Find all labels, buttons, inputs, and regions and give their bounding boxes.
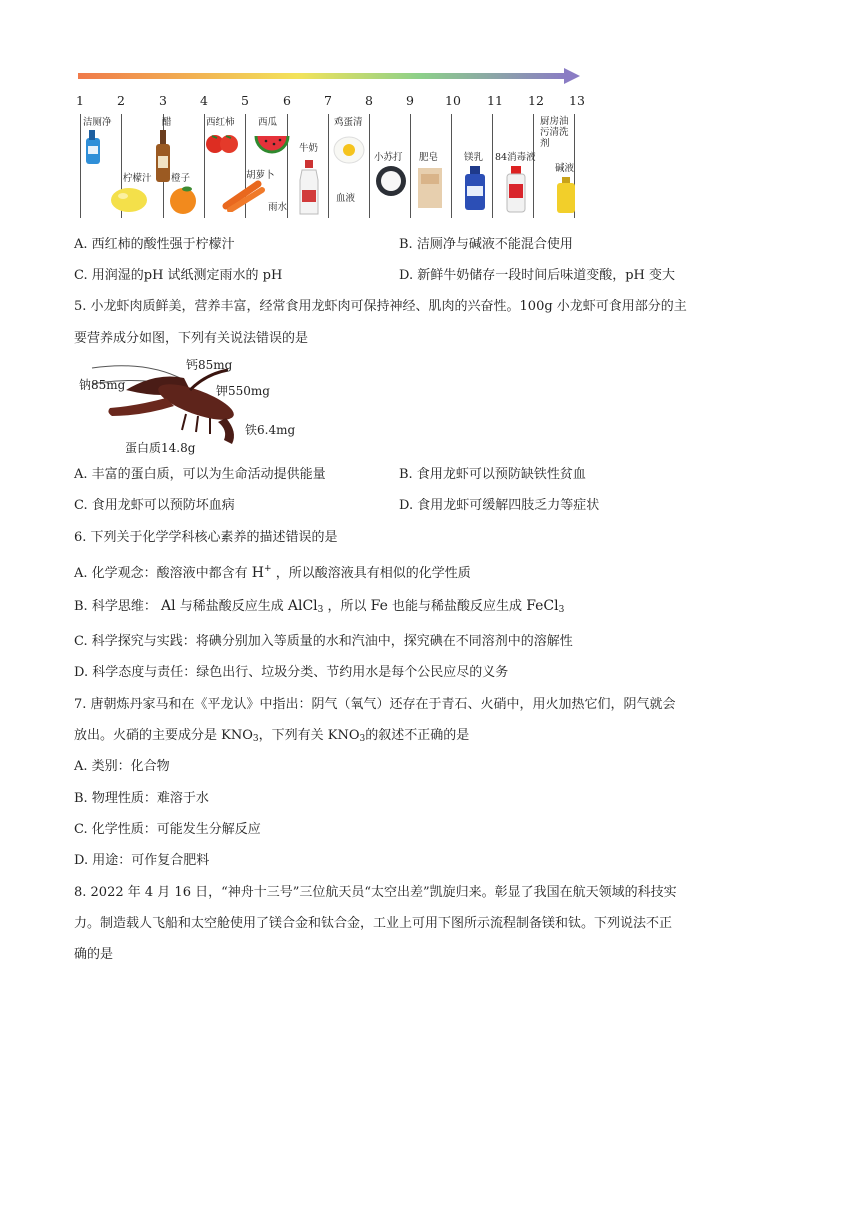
vinegar-bottle-icon <box>154 128 172 184</box>
ph-number-13: 13 <box>569 93 585 108</box>
lye-bottle-icon <box>555 175 577 215</box>
soap-box-icon <box>416 164 444 210</box>
ph-number-7: 7 <box>324 93 332 108</box>
q7-option-b: B. 物理性质：难溶于水 <box>74 791 209 806</box>
q6-b-fecl-symbol: FeCl <box>526 598 559 614</box>
ph-number-6: 6 <box>283 93 291 108</box>
ph-item-lye: 碱液 <box>555 163 575 174</box>
ph-item-milk-of-magnesia: 镁乳 <box>464 152 484 163</box>
ph-item-watermelon: 西瓜 <box>258 117 278 128</box>
ph-item-orange: 橙子 <box>171 173 191 184</box>
ph-item-84-disinfectant: 84消毒液 <box>495 152 536 163</box>
q6-b-text-1: B. 科学思维： <box>74 599 157 614</box>
q7-line2-subscript-1: 3 <box>252 734 259 744</box>
q4-option-b: B. 洁厕净与碱液不能混合使用 <box>399 237 573 252</box>
ph-separator <box>410 114 411 218</box>
ph-separator <box>533 114 534 218</box>
toilet-cleaner-bottle-icon <box>82 128 104 166</box>
ph-number-3: 3 <box>159 93 167 108</box>
tomato-icon <box>204 130 240 156</box>
lemon-icon <box>109 185 149 215</box>
q5-option-d: D. 食用龙虾可缓解四肢乏力等症状 <box>399 498 600 513</box>
watermelon-icon <box>254 130 290 160</box>
q4-option-a: A. 西红柿的酸性强于柠檬汁 <box>74 237 235 252</box>
q6-b-text-2: 与稀盐酸反应生成 <box>179 599 284 614</box>
q7-line2-subscript-2: 3 <box>359 734 366 744</box>
q8-stem-line2: 力。制造载人飞船和太空舱使用了镁合金和钛合金，工业上可用下图所示流程制备镁和钛。下列说法不正 <box>74 916 673 931</box>
q7-line2-text-2: ，下列有关 KNO <box>258 728 360 743</box>
q6-a-ion-symbol: H <box>251 565 265 581</box>
ph-number-2: 2 <box>117 93 125 108</box>
baking-soda-icon <box>374 164 408 198</box>
q5-option-c: C. 食用龙虾可以预防坏血病 <box>74 498 235 513</box>
q7-option-a: A. 类别：化合物 <box>74 759 170 774</box>
ph-item-toilet-cleaner: 洁厕净 <box>83 117 112 128</box>
ph-separator <box>369 114 370 218</box>
iron-label: 铁6.4mg <box>245 423 296 437</box>
q6-b-text-3: ，所以 <box>327 599 367 614</box>
disinfectant-bottle-icon <box>504 164 528 214</box>
q6-option-b <box>74 597 564 619</box>
ph-number-8: 8 <box>365 93 373 108</box>
q5-stem-line1: 5. 小龙虾肉质鲜美，营养丰富，经常食用龙虾肉可保持神经、肌肉的兴奋性。100g 小龙虾可食用部分的主 <box>74 299 687 314</box>
carrot-icon <box>222 178 266 212</box>
ph-item-egg-white: 鸡蛋清 <box>334 117 363 128</box>
q7-option-c: C. 化学性质：可能发生分解反应 <box>74 822 261 837</box>
ph-item-kitchen-cleaner-2: 污清洗 <box>540 127 569 138</box>
q7-option-d: D. 用途：可作复合肥料 <box>74 853 210 868</box>
sodium-label: 钠85mg <box>79 378 126 392</box>
ph-item-kitchen-cleaner-1: 厨房油 <box>540 116 569 127</box>
q6-b-fecl3 <box>526 598 564 614</box>
ph-number-10: 10 <box>445 93 461 108</box>
milk-bottle-icon <box>297 158 321 216</box>
q6-option-a <box>74 560 471 583</box>
q6-b-fecl-subscript: 3 <box>558 605 565 615</box>
q6-b-alcl-symbol: AlCl <box>287 598 318 614</box>
ph-gradient-arrow <box>78 68 580 84</box>
q6-b-text-4: 也能与稀盐酸反应生成 <box>392 599 523 614</box>
q7-line2-text-3: 的叙述不正确的是 <box>365 728 470 743</box>
ph-item-carrot: 胡萝卜 <box>246 170 275 181</box>
ph-item-blood: 血液 <box>336 193 356 204</box>
ph-number-4: 4 <box>200 93 208 108</box>
ph-item-lemon-juice: 柠檬汁 <box>123 173 152 184</box>
ph-item-soap: 肥皂 <box>419 152 439 163</box>
q6-a-ion-charge: + <box>264 564 272 574</box>
q6-option-d: D. 科学态度与责任：绿色出行、垃圾分类、节约用水是每个公民应尽的义务 <box>74 665 509 680</box>
q6-option-c: C. 科学探究与实践：将碘分别加入等质量的水和汽油中，探究碘在不同溶剂中的溶解性 <box>74 634 573 649</box>
q6-a-text-2: ，所以酸溶液具有相似的化学性质 <box>275 566 471 581</box>
q7-line2-text-1: 放出。火硝的主要成分是 KNO <box>74 728 253 743</box>
q6-a-ion <box>252 565 272 581</box>
q8-stem-line1: 8. 2022 年 4 月 16 日，“神舟十三号”三位航天员“太空出差”凯旋归来。彰显了我国在航天领域的科技实 <box>74 885 677 900</box>
ph-separator <box>80 114 81 218</box>
ph-number-12: 12 <box>528 93 544 108</box>
ph-item-kitchen-cleaner-3: 剂 <box>540 138 550 149</box>
potassium-label: 钾550mg <box>216 384 270 398</box>
ph-item-baking-soda: 小苏打 <box>374 152 403 163</box>
calcium-label: 钙85mg <box>186 358 233 372</box>
q6-b-fe: Fe <box>370 598 388 614</box>
q7-stem-line1: 7. 唐朝炼丹家马和在《平龙认》中指出：阴气（氧气）还存在于青石、火硝中，用火加热它们，阴气就会 <box>74 697 676 712</box>
orange-icon <box>166 185 200 215</box>
q6-stem: 6. 下列关于化学学科核心素养的描述错误的是 <box>74 530 338 545</box>
q4-option-d: D. 新鲜牛奶储存一段时间后味道变酸，pH 变大 <box>399 268 676 283</box>
q6-a-text-1: A. 化学观念：酸溶液中都含有 <box>74 566 248 581</box>
ph-item-rain-water: 雨水 <box>268 202 288 213</box>
ph-arrow-graphic <box>78 68 580 84</box>
magnesia-bottle-icon <box>462 164 488 212</box>
ph-number-9: 9 <box>406 93 414 108</box>
egg-white-icon <box>331 128 367 168</box>
q6-b-alcl-subscript: 3 <box>317 605 324 615</box>
q5-option-b: B. 食用龙虾可以预防缺铁性贫血 <box>399 467 586 482</box>
q6-b-alcl3 <box>288 598 324 614</box>
q5-option-a: A. 丰富的蛋白质，可以为生命活动提供能量 <box>74 467 326 482</box>
ph-separator <box>451 114 452 218</box>
ph-number-5: 5 <box>241 93 249 108</box>
q4-option-c: C. 用润湿的pH 试纸测定雨水的 pH <box>74 268 283 283</box>
ph-separator <box>328 114 329 218</box>
ph-number-1: 1 <box>76 93 84 108</box>
ph-separator <box>492 114 493 218</box>
q8-stem-line3: 确的是 <box>74 947 114 962</box>
ph-item-milk: 牛奶 <box>299 143 319 154</box>
q6-b-al: Al <box>160 598 176 614</box>
ph-item-tomato: 西红柿 <box>206 117 235 128</box>
protein-label: 蛋白质14.8g <box>125 441 196 455</box>
q7-stem-line2 <box>74 727 469 748</box>
ph-number-11: 11 <box>487 93 503 108</box>
q5-stem-line2: 要营养成分如图，下列有关说法错误的是 <box>74 331 309 346</box>
ph-item-vinegar: 醋 <box>162 117 172 128</box>
crayfish-image <box>86 360 256 450</box>
